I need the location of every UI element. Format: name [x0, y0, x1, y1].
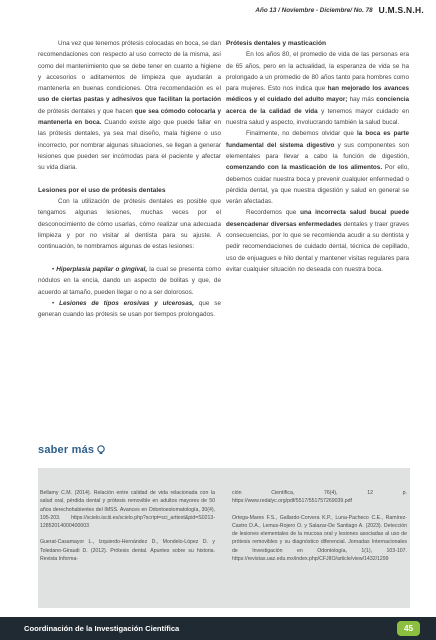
paragraph-intro: Una vez que tenemos prótesis colocadas en boca, se dan recomendaciones con respecto al uso correcto de la misma, así como del mantenimiento que se debe tener en cuanto a higiene y accesorios o aditamentos de limpieza que ayudarán a mantenerla en buenas condiciones. Otra recomendación es el uso de ciertas pastas y adhesivos que facilitan la portación de prótesis dentales y que hacen que sea cómodo colocarla y mantenerla en boca. Cuando existe algo que puede fallar en las prótesis dentales, ya sea mal diseño, mala higiene o uso incorrecto, por nombrar algunas situaciones, se llegan a generar lesiones que pueden ser incómodas para el paciente y afectar su vida diaria. — [38, 40, 222, 172]
section-heading-lesiones: Lesiones por el uso de prótesis dentales — [38, 186, 166, 194]
saber-mas-logo: saber más — [38, 444, 106, 456]
paragraph-masticacion: En los años 80, el promedio de vida de las personas era de 65 años, pero en la actualidad, la esperanza de vida se ha prolongado a un promedio de 80 años tanto para hombres como para mujeres. Esto nos indica que han mejorado los avances médicos y el cuidado del adulto mayor; hay más conciencia acerca de la calidad de vida y tenemos mayor cuidado en nuestra salud y aspecto, involucrando también la salud bucal. — [226, 51, 410, 127]
left-column — [38, 38, 221, 320]
paragraph-salud-bucal: Recordemos que una incorrecta salud bucal puede desencadenar diversas enfermedades dentales y traer graves consecuencias, por lo que se recomienda acudir a su dentista y pedir recomendaciones de cuidado dental, técnica de cepillado, uso de enjuagues e hilo dental y mantener visitas regulares para evitar cualquier situación no deseada con nuestra boca. — [226, 209, 410, 273]
bullet-hiperplasia: • Hiperplasia papilar o gingival, la cual se presenta como nódulos en la encía, dando un aspecto de bolitas y que, de acuerdo al tamaño, pueden llegar o no a ser dolorosos. — [38, 265, 221, 296]
issue-info: Año 13 / Noviembre - Diciembre/ No. 78 — [255, 6, 373, 14]
references-column-right — [232, 489, 407, 571]
reference-item: Guerat-Casamayor L., Izquierdo-Hernández D., Mondelo-López D. y Toledano-Giraudi D. (2012). Prótesis dental. Apuntes sobre su historia. Revista Informa- — [40, 539, 215, 563]
page-header — [255, 2, 424, 18]
section-heading-masticacion: Prótesis dentales y masticación — [226, 40, 327, 47]
footer-title: Coordinación de la Investigación Científica — [24, 624, 180, 633]
reference-item: Ortega-Mares F.S., Gallardo-Corvera K.P., Luna-Pacheco C.E., Ramírez-Castro D.A., Lemus-Rojero O. y Salazar-De Santiago A. (2023). Detección de lesiones elementales de la mucosa oral y lesiones asociadas al uso de prótesis removibles y su diagnóstico diferencial. Jornadas Internacionales de Investigación en Odontología, 1(1), 103-107. https://revistas.uaz.edu.mx/index.php/CFJIIO/article/view/1432/1299 — [232, 514, 407, 563]
paragraph-lesiones: Con la utilización de prótesis dentales es posible que tengamos algunas lesiones, muchas veces por el desconocimiento de cómo usarlas, cómo realizar una adecuada limpieza y por no visitar al dentista para su ajuste. A continuación, te nombramos algunas de estas lesiones: — [38, 198, 221, 251]
references-column-left — [40, 489, 215, 571]
reference-item: ción Científica, 76(4), 12 p. https://www.redalyc.org/pdf/5517/551757269039.pdf — [232, 490, 407, 505]
page-number: 45 — [397, 621, 420, 636]
university-name: U.M.S.N.H. — [378, 5, 424, 15]
bullet-lesiones-erosivas: • Lesiones de tipos erosivas y ulcerosas, que se generan cuando las prótesis se usan por tiempos prolongados. — [38, 299, 222, 319]
right-column — [226, 38, 409, 275]
bulb-icon — [96, 445, 106, 455]
reference-item: Bellamy C.M. (2014). Relación entre calidad de vida relacionada con la salud oral, pérdida dental y prótesis removible en adultos mayores de 50 años derechohabientes del IMSS. Avances en Odontoestomatología, 30(4), 195-203. https://scielo.isciii.es/scielo.php?script=sci_arttext&pid=S0213-12852014000400003 — [40, 490, 215, 530]
page-footer — [0, 617, 436, 640]
paragraph-digestion: Finalmente, no debemos olvidar que la boca es parte fundamental del sistema digestivo y sus componentes son elementales para llevar a cabo la función de digestión, comenzando con la masticación de los alimentos. Por ello, debemos cuidar nuestra boca y prevenir cualquier enfermedad o pérdida dental, ya que nuestra digestión y salud en general se verán afectadas. — [226, 130, 409, 206]
